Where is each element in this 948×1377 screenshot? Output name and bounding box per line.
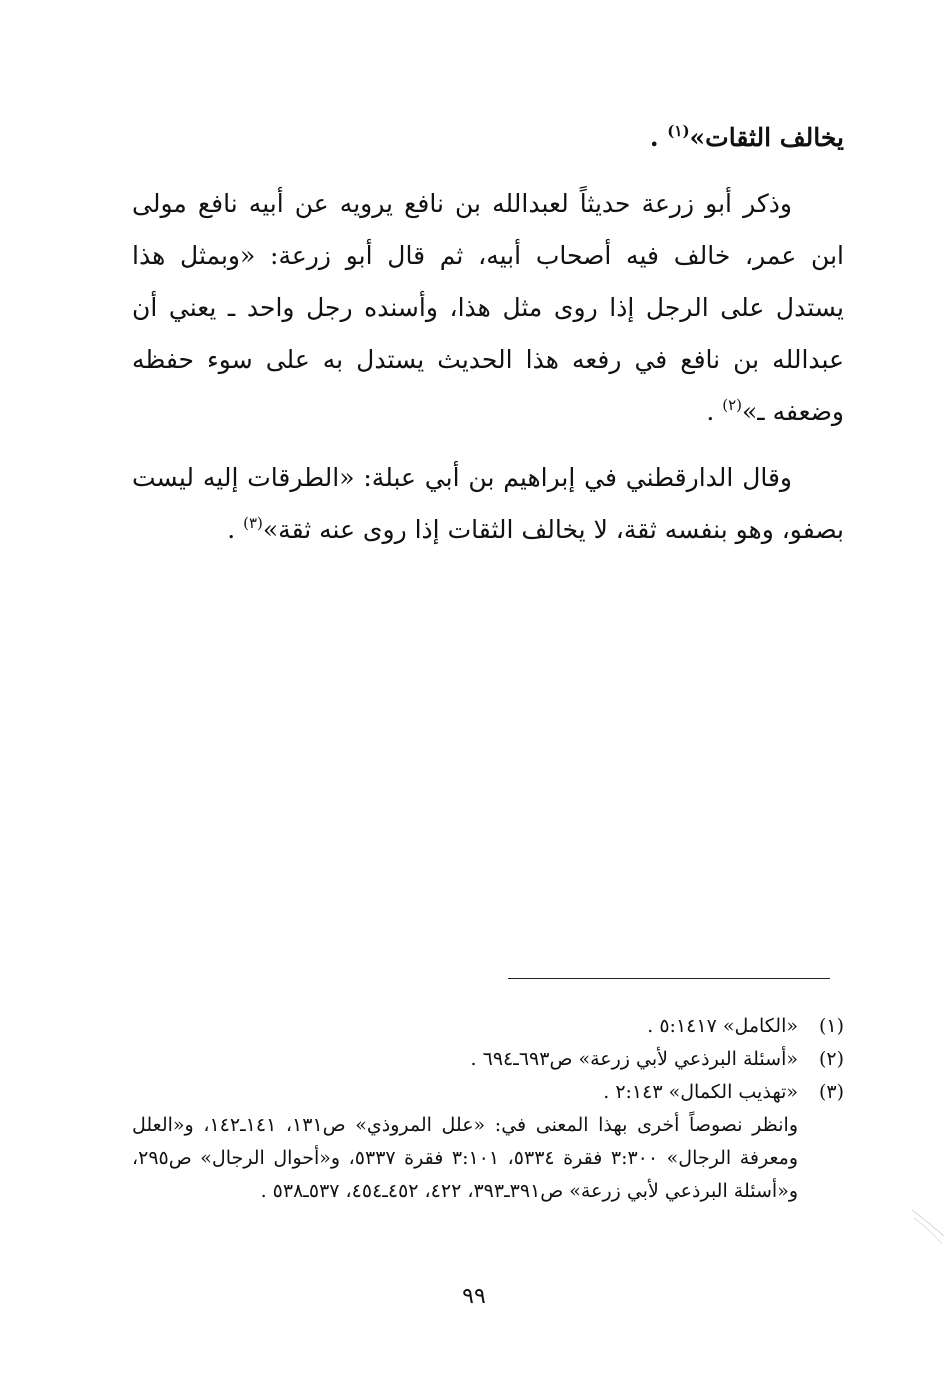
- footnote-continuation: وانظر نصوصاً أخرى بهذا المعنى في: «علل المروذي» ص١٣١، ١٤١ـ١٤٢، و«العلل ومعرفة الرجال» ٣:٣٠٠ فقرة ٥٣٣٤، ٣:١٠١ فقرة ٥٣٣٧، و«أحوال الرجال» ص٢٩٥، و«أسئلة البرذعي لأبي زرعة» ص٣٩١ـ٣٩٣، ٤٢٢، ٤٥٢ـ٤٥٤، ٥٣٧ـ٥٣٨ .: [132, 1114, 798, 1202]
- footnote-number: (١): [818, 1015, 844, 1037]
- footnote-text: «تهذيب الكمال» ٢:١٤٣ .: [603, 1081, 798, 1103]
- footnote-reference[interactable]: (١): [667, 122, 690, 140]
- main-text: [132, 112, 844, 556]
- footnote-text: «أسئلة البرذعي لأبي زرعة» ص٦٩٣ـ٦٩٤ .: [470, 1048, 798, 1070]
- footnote-reference[interactable]: (٣): [243, 514, 263, 532]
- paragraph-end: .: [706, 397, 715, 426]
- page-number: ٩٩: [462, 1284, 486, 1309]
- footnote-reference[interactable]: (٢): [722, 396, 743, 414]
- paragraph-text: وذكر أبو زرعة حديثاً لعبدالله بن نافع يرويه عن أبيه نافع مولى ابن عمر، خالف فيه أصحاب أبيه، ثم قال أبو زرعة: «وبمثل هذا يستدل على الرجل إذا روى مثل هذا، وأسنده رجل واحد ـ يعني أن عبدالله بن نافع في رفعه هذا الحديث يستدل به على سوء حفظه وضعفه ـ»: [132, 189, 844, 426]
- footnote: [132, 1043, 844, 1076]
- footnote-number: (٢): [818, 1048, 844, 1070]
- margin-scribble: [910, 1206, 946, 1246]
- footnote: [132, 1076, 844, 1109]
- paragraph-end: .: [649, 123, 659, 152]
- paragraph-text: وقال الدارقطني في إبراهيم بن أبي عبلة: «الطرقات إليه ليست بصفو، وهو بنفسه ثقة، لا يخالف الثقات إذا روى عنه ثقة»: [132, 463, 844, 544]
- footnotes: [132, 1010, 844, 1208]
- paragraph: [132, 178, 844, 438]
- paragraph: [132, 452, 844, 556]
- footnote-number: (٣): [818, 1081, 844, 1103]
- paragraph-continuation: [132, 112, 844, 164]
- paragraph-text: يخالف الثقات»: [689, 123, 844, 152]
- footnote: [132, 1010, 844, 1043]
- footnote-text: «الكامل» ٥:١٤١٧ .: [647, 1015, 798, 1037]
- paragraph-end: .: [227, 515, 236, 544]
- footnote-separator: [508, 978, 830, 979]
